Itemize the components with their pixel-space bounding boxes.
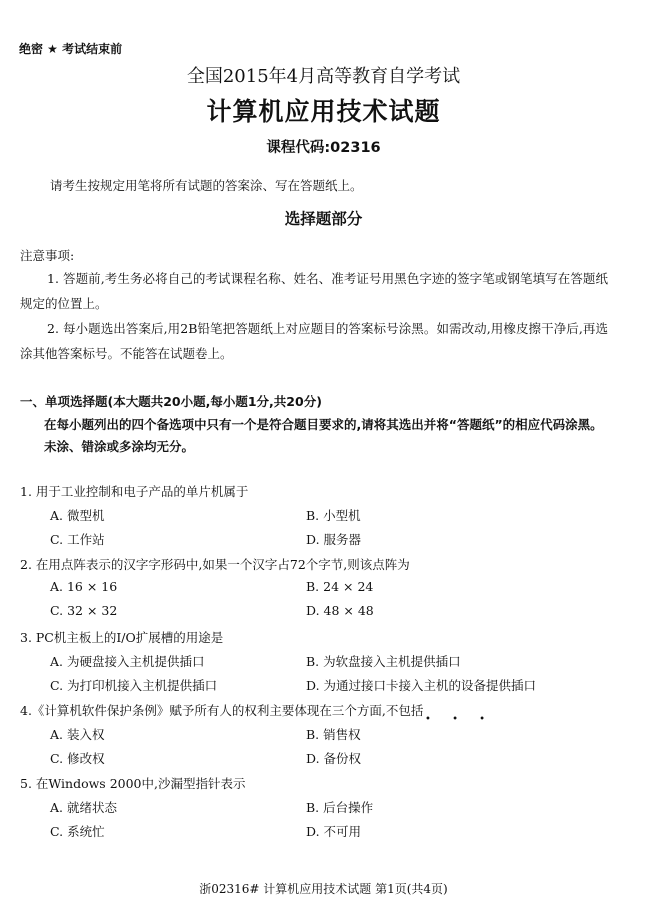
- answer-option: D. 备份权: [306, 751, 362, 766]
- answer-option: C. 修改权: [50, 751, 105, 766]
- section-title: 选择题部分: [284, 210, 363, 228]
- answer-option: C. 32 × 32: [50, 603, 118, 618]
- question-stem: 3. PC机主板上的I/O扩展槽的用途是: [20, 630, 224, 645]
- question-stem: 4.《计算机软件保护条例》赋予所有人的权利主要体现在三个方面,不包括: [20, 703, 424, 718]
- answer-option: D. 48 × 48: [306, 603, 374, 618]
- answer-option: A. 装入权: [50, 727, 105, 742]
- answer-option: B. 后台操作: [306, 800, 374, 815]
- part-description: 在每小题列出的四个备选项中只有一个是符合题目要求的,请将其选出并将“答题纸”的相应代码涂黑。未涂、错涂或多涂均无分。: [44, 417, 603, 454]
- answer-option: B. 销售权: [306, 727, 361, 742]
- answer-instruction: 请考生按规定用笔将所有试题的答案涂、写在答题纸上。: [50, 178, 363, 193]
- answer-option: C. 为打印机接入主机提供插口: [50, 678, 218, 693]
- exam-title: 全国2015年4月高等教育自学考试: [186, 66, 461, 87]
- answer-option: A. 16 × 16: [50, 579, 118, 594]
- answer-option: B. 小型机: [306, 508, 361, 523]
- answer-option: C. 工作站: [50, 532, 105, 547]
- question-stem: 5. 在Windows 2000中,沙漏型指针表示: [20, 776, 246, 791]
- part-heading: 一、单项选择题(本大题共20小题,每小题1分,共20分): [20, 394, 322, 409]
- question-stem: 2. 在用点阵表示的汉字字形码中,如果一个汉字占72个字节,则该点阵为: [20, 557, 410, 572]
- note-item: 1. 答题前,考生务必将自己的考试课程名称、姓名、准考证号用黑色字迹的签字笔或钢笔填写在答题纸规定的位置上。: [20, 271, 608, 311]
- answer-option: D. 服务器: [306, 532, 362, 547]
- confidential-mark: 绝密 ★ 考试结束前: [19, 42, 123, 56]
- answer-option: B. 为软盘接入主机提供插口: [306, 654, 461, 669]
- notes-heading: 注意事项:: [20, 248, 75, 263]
- course-code: 课程代码:02316: [266, 140, 381, 156]
- answer-option: C. 系统忙: [50, 824, 105, 839]
- paper-title: 计算机应用技术试题: [206, 97, 441, 126]
- page-footer: 浙02316# 计算机应用技术试题 第1页(共4页): [199, 882, 448, 896]
- note-item: 2. 每小题选出答案后,用2B铅笔把答题纸上对应题目的答案标号涂黑。如需改动,用橡皮擦干净后,再选涂其他答案标号。不能答在试题卷上。: [20, 321, 608, 361]
- answer-option: A. 就绪状态: [50, 800, 117, 815]
- answer-option: D. 为通过接口卡接入主机的设备提供插口: [306, 678, 537, 693]
- emphasis-dots: • • •: [425, 714, 495, 725]
- answer-option: A. 为硬盘接入主机提供插口: [50, 654, 205, 669]
- answer-option: D. 不可用: [306, 824, 362, 839]
- answer-option: A. 微型机: [50, 508, 105, 523]
- question-stem: 1. 用于工业控制和电子产品的单片机属于: [20, 484, 249, 499]
- answer-option: B. 24 × 24: [306, 579, 374, 594]
